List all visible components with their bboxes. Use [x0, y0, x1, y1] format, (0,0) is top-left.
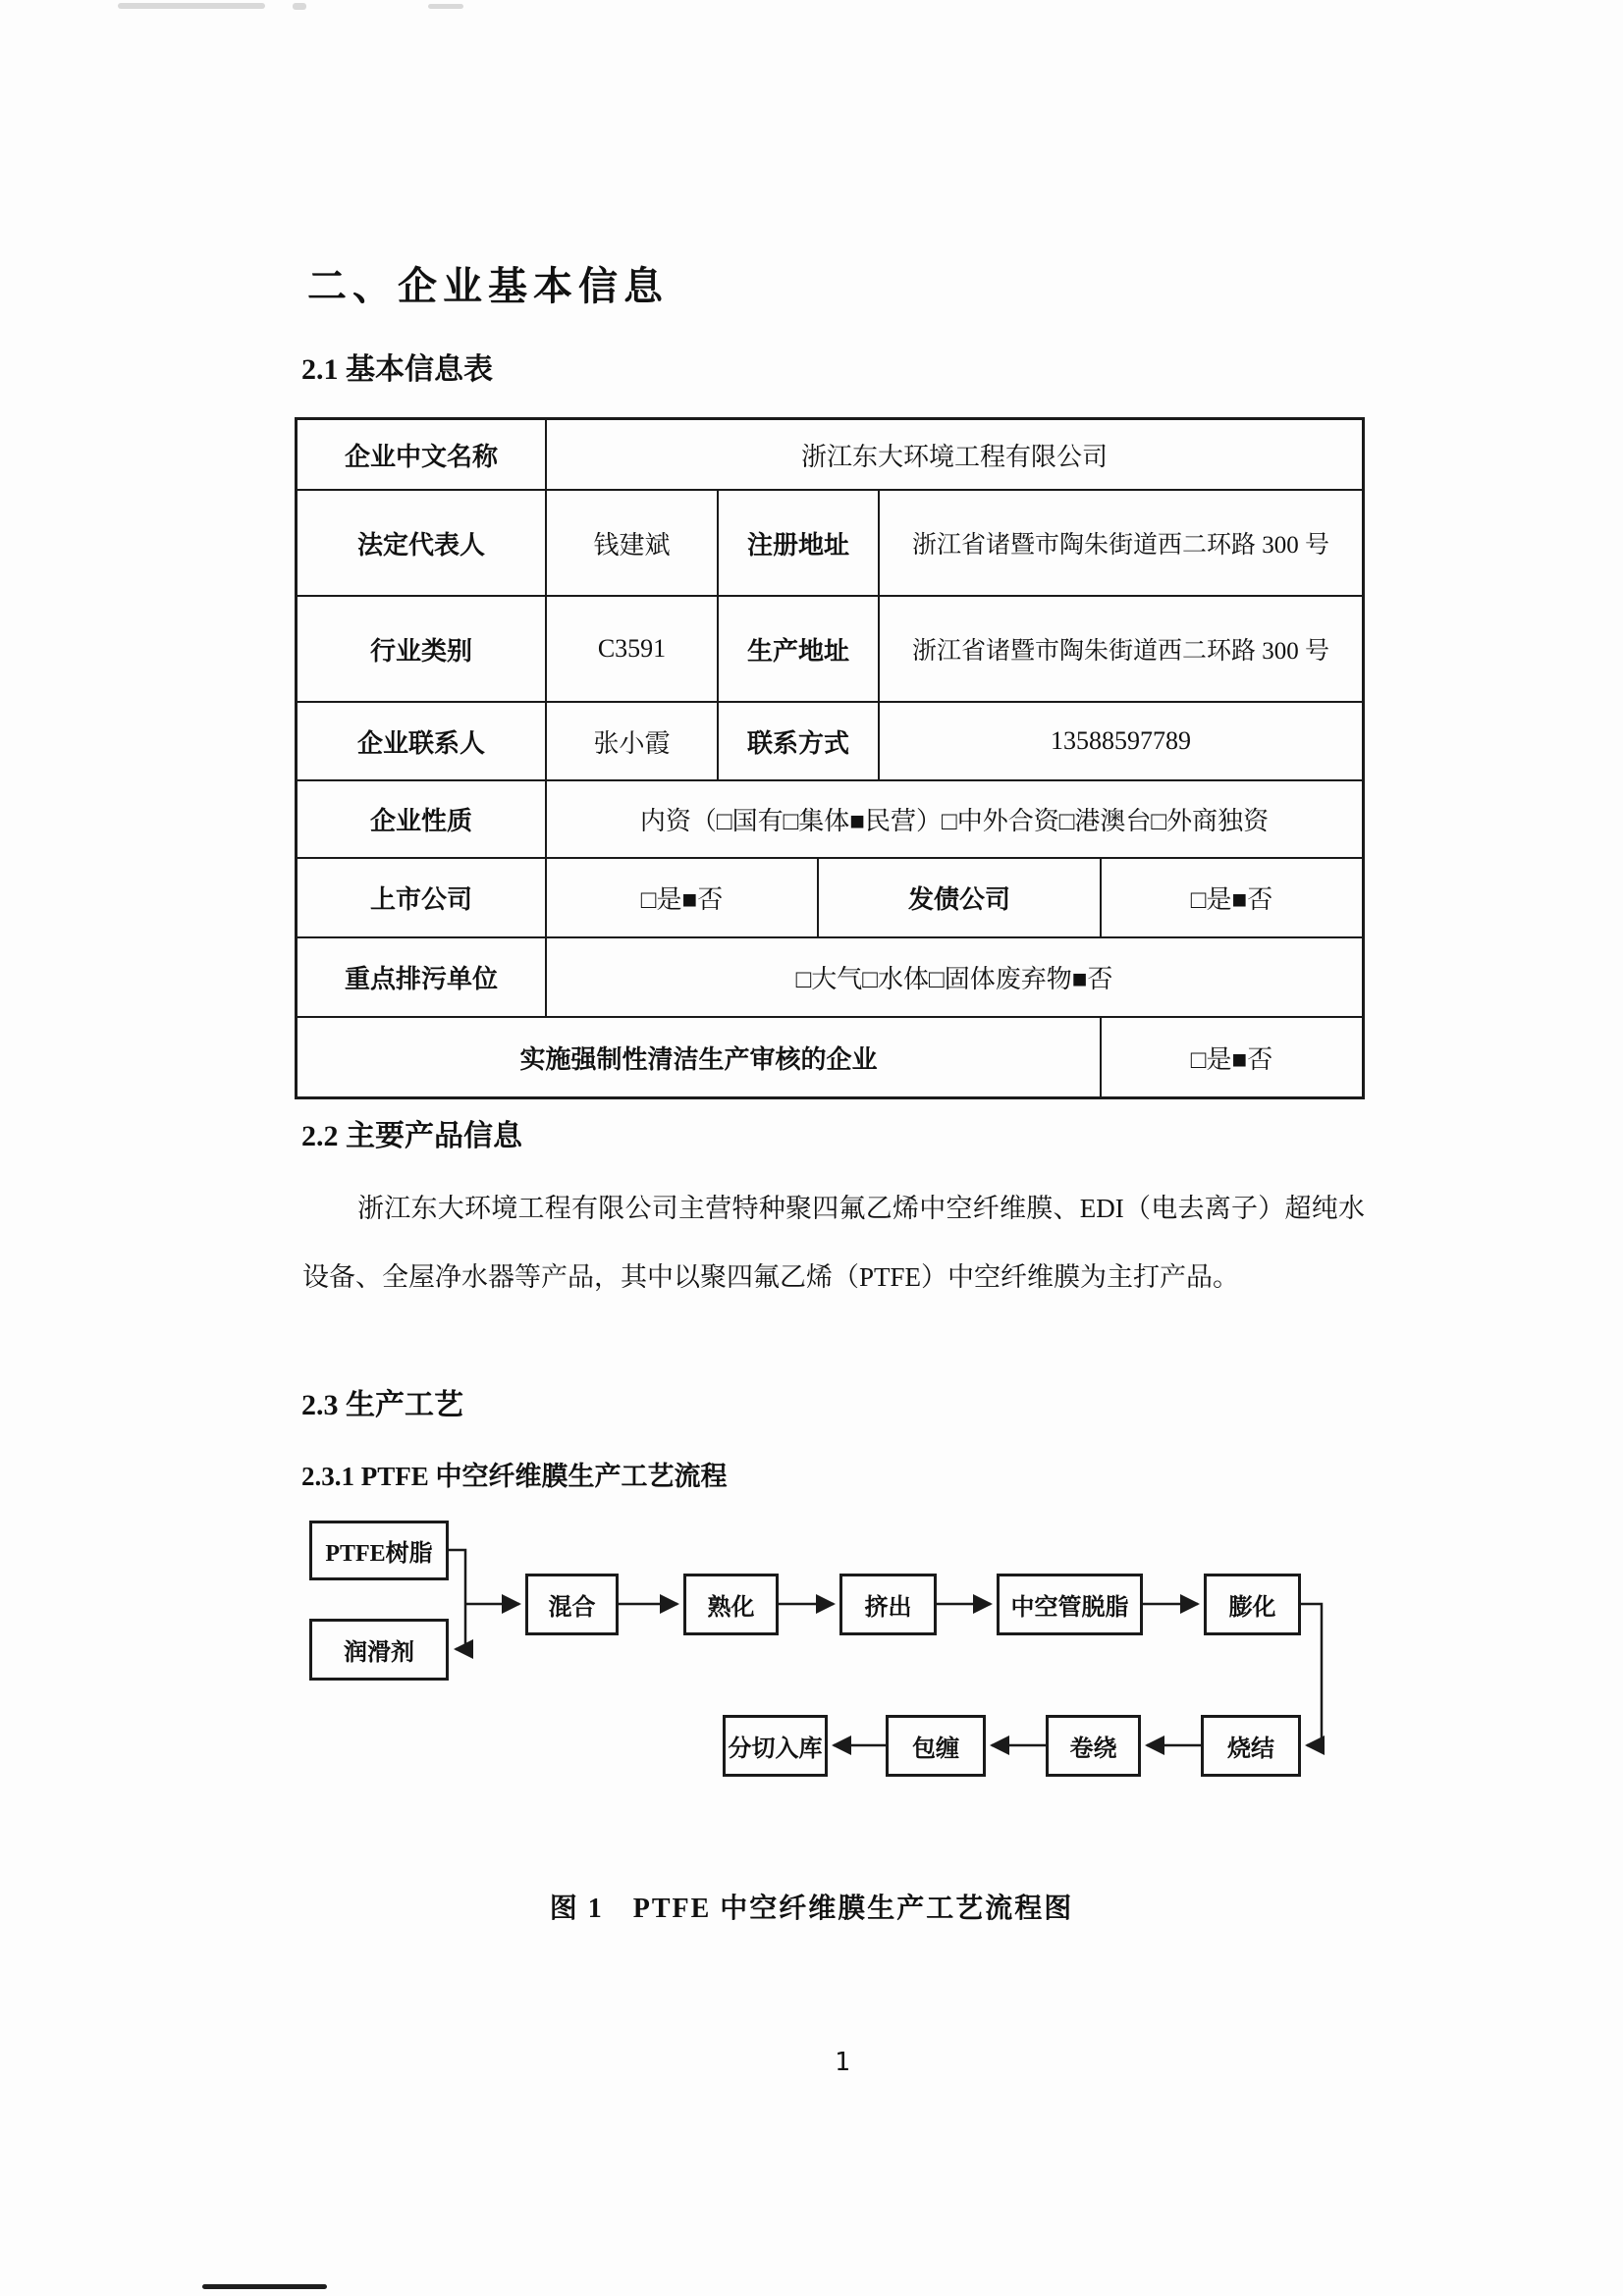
flowchart-box-ptfe-resin: PTFE树脂 [309, 1521, 449, 1580]
table-row [298, 781, 1362, 859]
table-cell-label: 法定代表人 [298, 491, 547, 595]
figure-caption: 图 1 PTFE 中空纤维膜生产工艺流程图 [549, 1894, 1074, 1924]
table-cell-label: 联系方式 [719, 703, 880, 779]
basic-info-table [295, 417, 1365, 1099]
flowchart-box-sintering: 烧结 [1201, 1715, 1301, 1777]
table-cell-value: □是■否 [1190, 1044, 1273, 1074]
table-cell-value: 浙江东大环境工程有限公司 [800, 442, 1108, 471]
flowchart-box-slitting-storage: 分切入库 [723, 1715, 828, 1777]
process-flowchart [245, 1492, 1424, 1816]
table-cell-label: 企业联系人 [298, 703, 547, 779]
subsection-heading-2-3-1: 2.3.1 PTFE 中空纤维膜生产工艺流程 [301, 1462, 728, 1491]
scan-artifact-top [201, 4, 260, 9]
table-cell-value: 内资（□国有□集体■民营）□中外合资□港澳台□外商独资 [639, 807, 1270, 835]
scan-artifact-top [428, 4, 463, 9]
flowchart-box-curing: 熟化 [683, 1574, 779, 1635]
table-cell-value: 张小霞 [547, 703, 719, 779]
table-cell-label: 企业中文名称 [298, 420, 547, 489]
flowchart-box-winding: 卷绕 [1046, 1715, 1141, 1777]
subsection-heading-2-1: 2.1 基本信息表 [301, 353, 493, 386]
table-cell-value: 浙江省诸暨市陶朱街道西二环路 300 号 [911, 532, 1329, 559]
table-row [298, 859, 1362, 938]
section-heading: 二、企业基本信息 [307, 264, 669, 308]
table-row [298, 703, 1362, 781]
scan-artifact-top [293, 3, 306, 10]
flowchart-box-wrapping: 包缠 [886, 1715, 986, 1777]
subsection-heading-2-2: 2.2 主要产品信息 [301, 1120, 522, 1152]
subsection-heading-2-3: 2.3 生产工艺 [301, 1389, 463, 1421]
table-cell-value: 钱建斌 [547, 491, 719, 595]
table-cell-label: 行业类别 [298, 597, 547, 701]
flowchart-box-expansion: 膨化 [1204, 1574, 1301, 1635]
table-cell-label: 实施强制性清洁生产审核的企业 [298, 1018, 1102, 1096]
products-paragraph: 浙江东大环境工程有限公司主营特种聚四氟乙烯中空纤维膜、EDI（电去离子）超纯水设备、全屋净水器等产品，其中以聚四氟乙烯（PTFE）中空纤维膜为主打产品。 [302, 1194, 1365, 1292]
page-number: 1 [835, 2048, 850, 2077]
table-cell-label: 上市公司 [298, 859, 547, 936]
flowchart-box-degreasing: 中空管脱脂 [997, 1574, 1143, 1635]
flowchart-box-extrusion: 挤出 [839, 1574, 937, 1635]
table-cell-value: □大气□水体□固体废弃物■否 [795, 965, 1113, 993]
flowchart-box-lubricant: 润滑剂 [309, 1619, 449, 1681]
table-cell-value: 13588597789 [1051, 726, 1191, 755]
table-cell-label: 注册地址 [719, 491, 880, 595]
table-cell-label: 生产地址 [719, 597, 880, 701]
table-row [298, 1018, 1362, 1096]
table-row [298, 597, 1362, 703]
table-cell-label: 企业性质 [298, 781, 547, 857]
table-row [298, 491, 1362, 597]
scan-artifact-bottom [202, 2284, 327, 2289]
table-cell-label: 重点排污单位 [298, 938, 547, 1016]
flowchart-box-mixing: 混合 [525, 1574, 619, 1635]
table-cell-value: C3591 [547, 597, 719, 701]
table-cell-label: 发债公司 [819, 859, 1102, 936]
table-cell-value: 浙江省诸暨市陶朱街道西二环路 300 号 [911, 638, 1329, 665]
table-cell-value: □是■否 [547, 859, 819, 936]
table-row [298, 938, 1362, 1018]
table-cell-value: □是■否 [1190, 885, 1273, 914]
table-row [298, 420, 1362, 491]
